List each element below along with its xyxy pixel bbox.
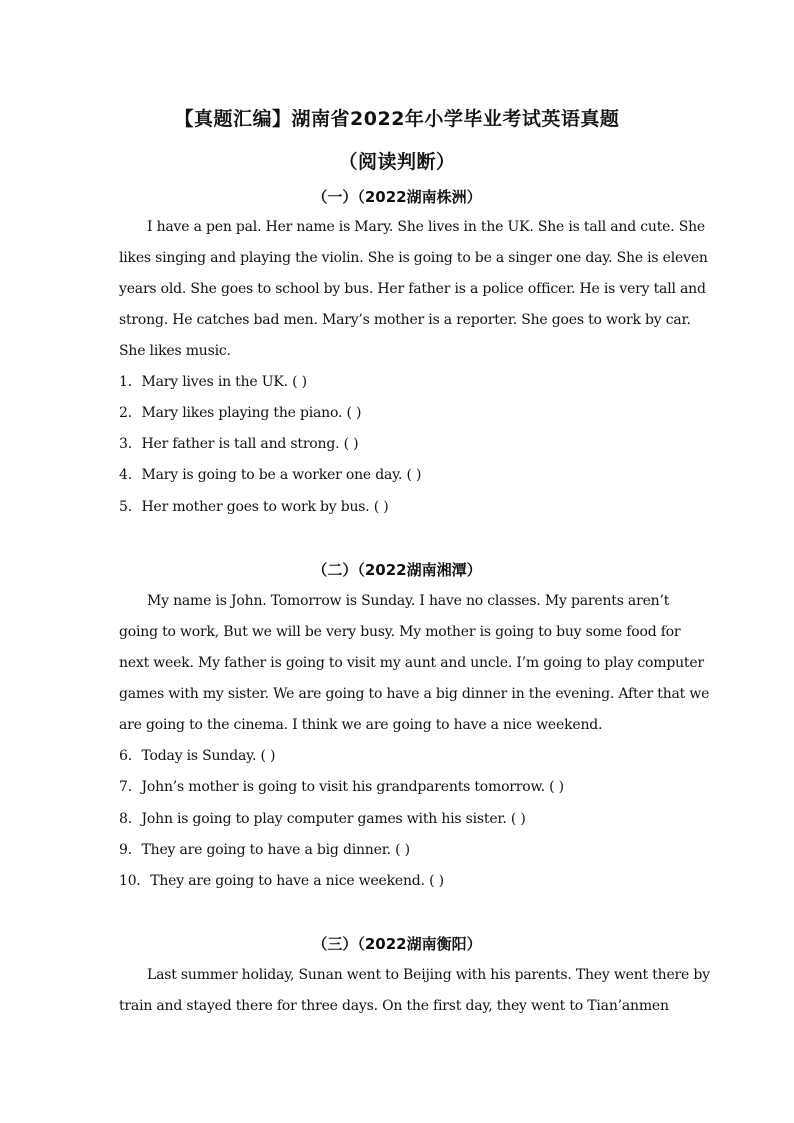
section-1-passage-line: years old. She goes to school by bus. Her father is a police officer. He is very tall and (119, 281, 706, 297)
section-2-heading: （二）（2022湖南湘潭） (312, 561, 482, 579)
document-subtitle: （阅读判断） (338, 151, 456, 173)
question-1: 1．Mary lives in the UK. ( ) (119, 374, 307, 390)
section-2-passage-line: next week. My father is going to visit my aunt and uncle. I’m going to play computer (119, 655, 704, 671)
section-3-passage-line: Last summer holiday, Sunan went to Beijing with his parents. They went there by (147, 967, 710, 983)
question-7: 7．John’s mother is going to visit his grandparents tomorrow. ( ) (119, 779, 564, 795)
question-4: 4．Mary is going to be a worker one day. ( ) (119, 467, 422, 483)
section-1-passage-line: likes singing and playing the violin. She is going to be a singer one day. She is eleven (119, 250, 708, 266)
question-8: 8．John is going to play computer games with his sister. ( ) (119, 811, 526, 827)
question-5: 5．Her mother goes to work by bus. ( ) (119, 499, 389, 515)
section-1-heading: （一）（2022湖南株洲） (312, 188, 482, 206)
document-title: 【真题汇编】湖南省2022年小学毕业考试英语真题 (174, 108, 620, 130)
section-1-passage-line: strong. He catches bad men. Mary’s mother is a reporter. She goes to work by car. (119, 312, 691, 328)
section-2-passage-line: are going to the cinema. I think we are going to have a nice weekend. (119, 717, 603, 733)
section-3-passage-line: train and stayed there for three days. On the first day, they went to Tian’anmen (119, 998, 669, 1014)
section-2-passage-line: games with my sister. We are going to have a big dinner in the evening. After that we (119, 686, 710, 702)
question-9: 9．They are going to have a big dinner. ( ) (119, 842, 410, 858)
question-2: 2．Mary likes playing the piano. ( ) (119, 405, 362, 421)
section-3-heading: （三）（2022湖南衡阳） (312, 935, 482, 953)
section-1-passage-line: She likes music. (119, 343, 231, 359)
section-2-passage-line: going to work, But we will be very busy. My mother is going to buy some food for (119, 624, 681, 640)
section-2-passage-line: My name is John. Tomorrow is Sunday. I have no classes. My parents aren’t (147, 593, 670, 609)
question-3: 3．Her father is tall and strong. ( ) (119, 436, 359, 452)
question-6: 6．Today is Sunday. ( ) (119, 748, 276, 764)
question-10: 10．They are going to have a nice weekend. ( ) (119, 873, 444, 889)
section-1-passage-line: I have a pen pal. Her name is Mary. She lives in the UK. She is tall and cute. She (147, 219, 706, 235)
